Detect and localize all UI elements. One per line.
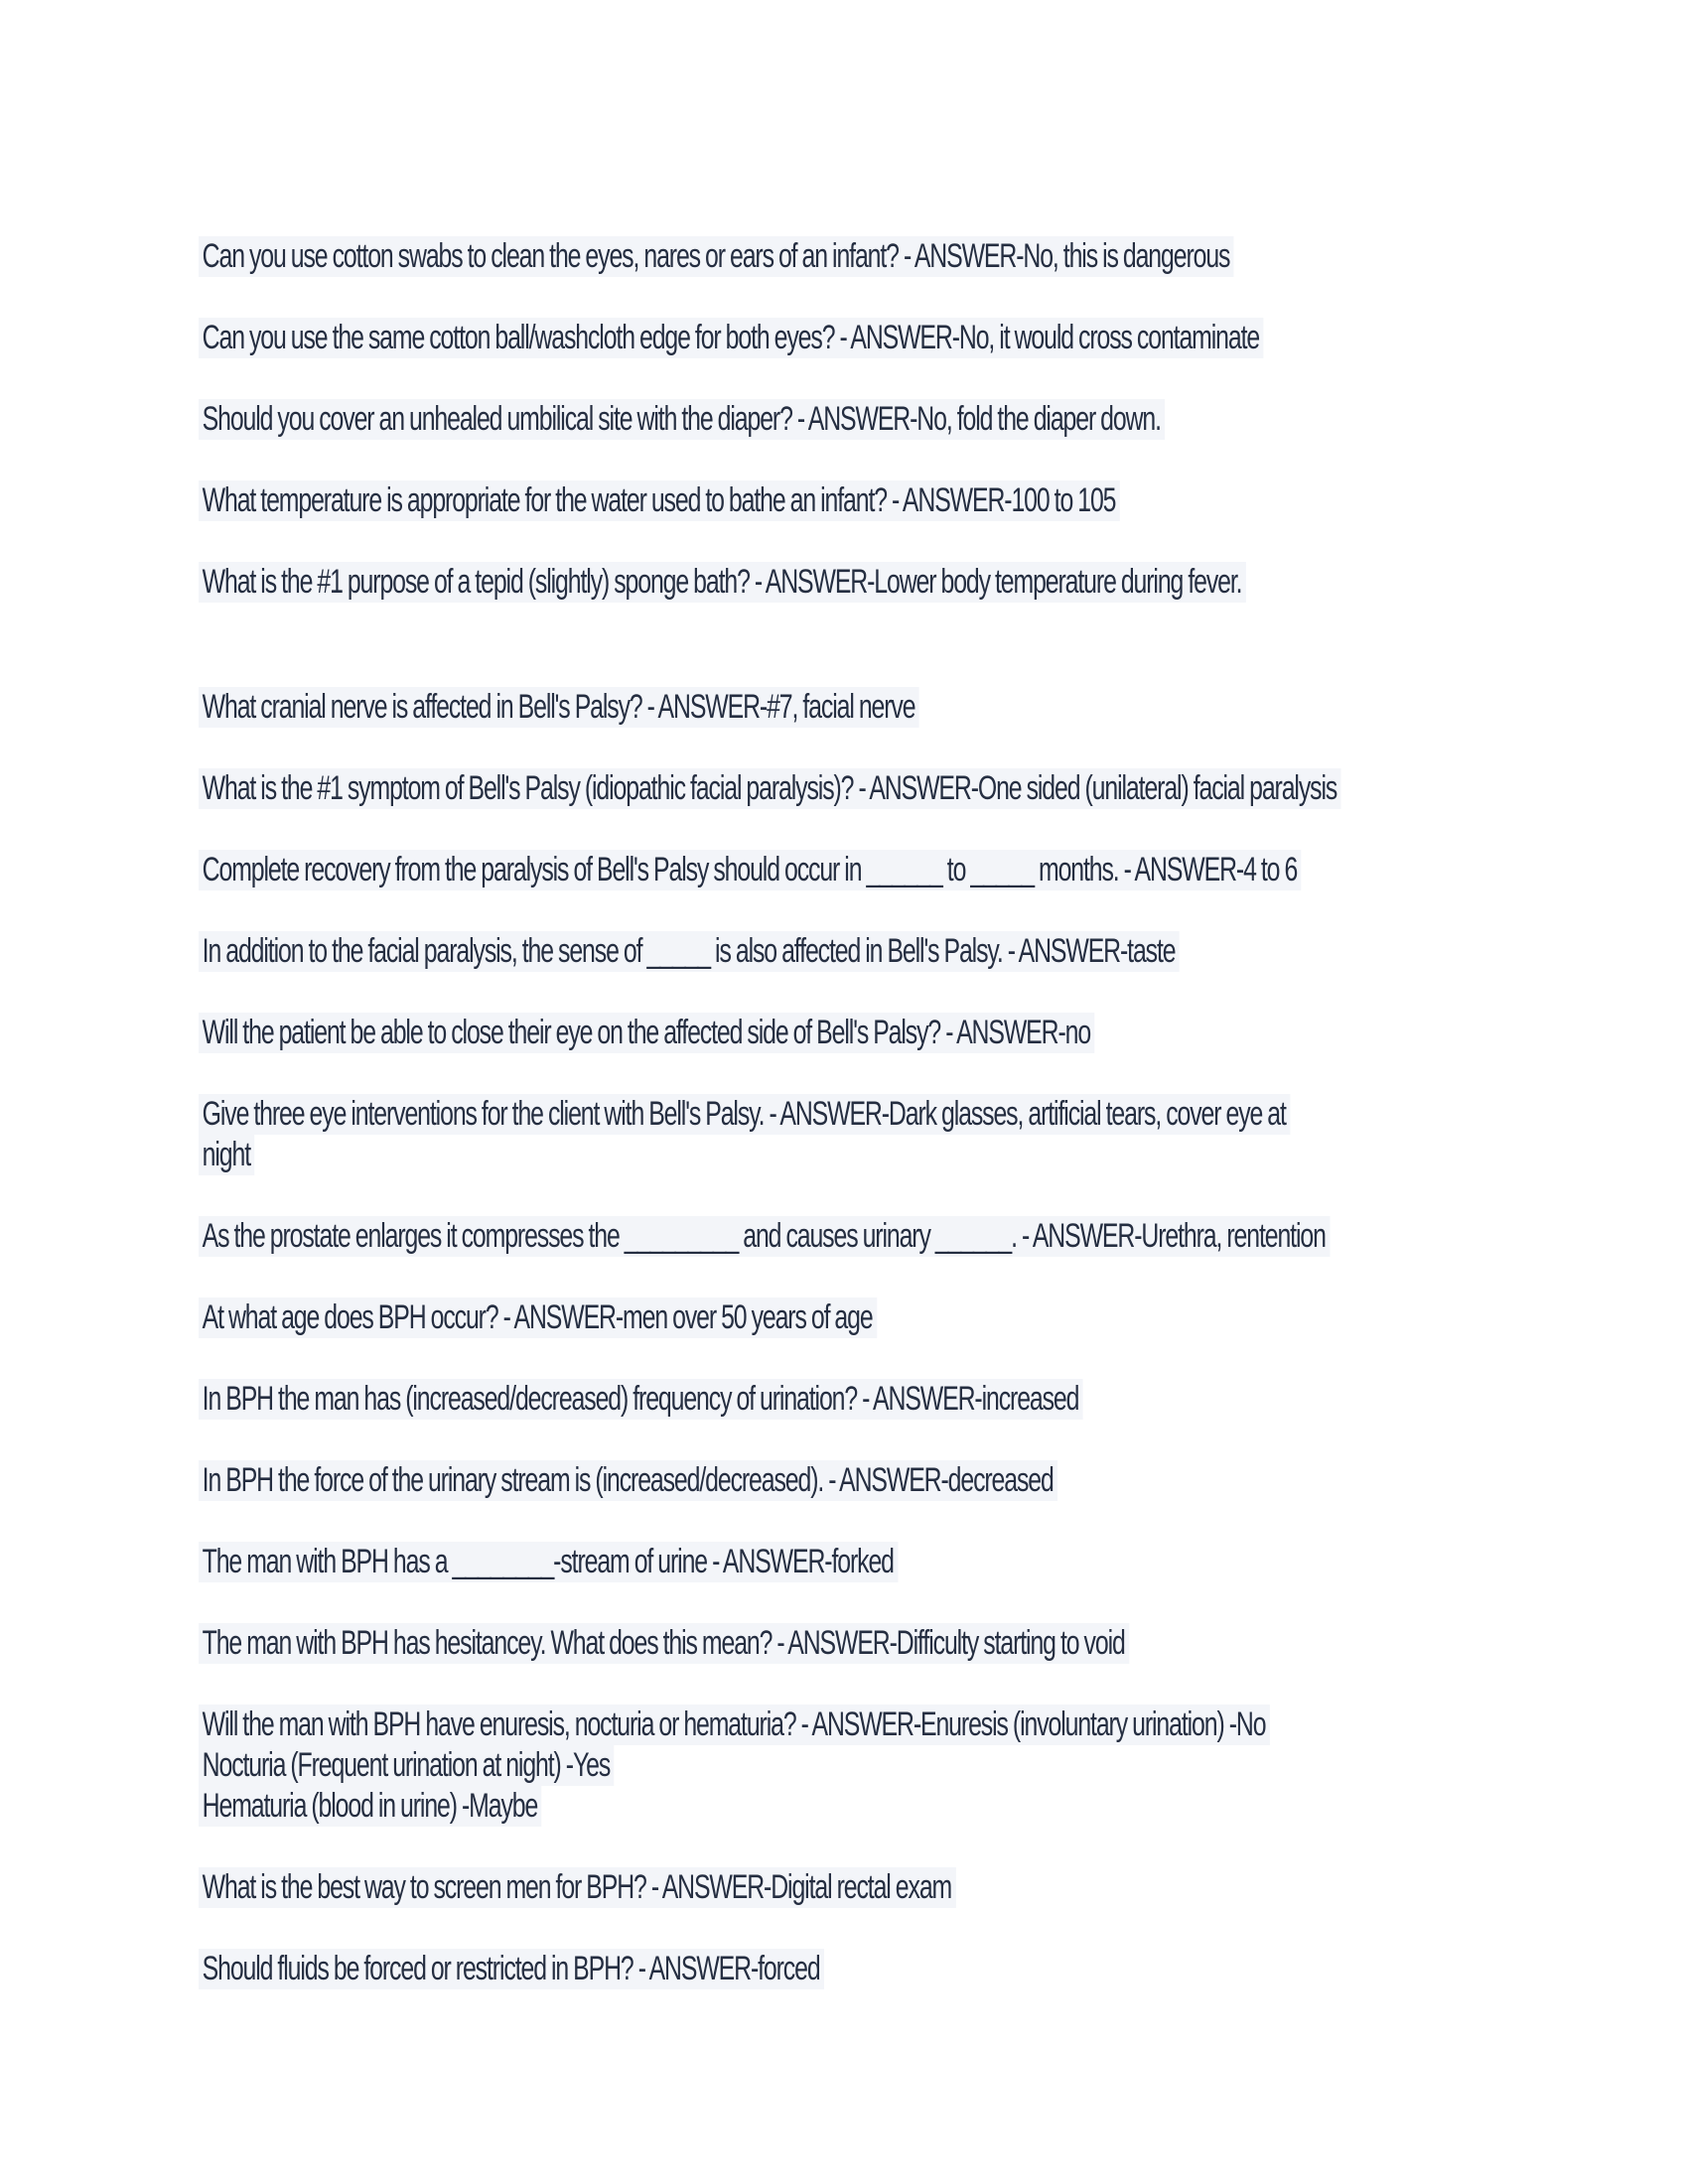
qa-paragraph xyxy=(199,480,1685,521)
qa-line: Give three eye interventions for the client with Bell's Palsy. - ANSWER-Dark glasses, artificial tears, cover eye at xyxy=(199,1094,1290,1135)
qa-paragraph xyxy=(199,1949,1685,1989)
qa-paragraph xyxy=(199,399,1685,440)
qa-line: Will the patient be able to close their eye on the affected side of Bell's Palsy? - ANSWER-no xyxy=(199,1013,1094,1053)
qa-paragraph xyxy=(199,1867,1685,1908)
qa-paragraph xyxy=(199,1460,1685,1501)
qa-line: The man with BPH has a ________-stream of urine - ANSWER-forked xyxy=(199,1542,898,1582)
qa-paragraph xyxy=(199,318,1685,358)
qa-paragraph xyxy=(199,562,1685,603)
qa-paragraph xyxy=(199,850,1685,890)
qa-paragraph xyxy=(199,1013,1685,1053)
qa-line: Should you cover an unhealed umbilical site with the diaper? - ANSWER-No, fold the diaper down. xyxy=(199,399,1165,440)
qa-paragraph xyxy=(199,236,1685,277)
qa-line: night xyxy=(199,1135,254,1175)
qa-paragraph xyxy=(199,1379,1685,1420)
qa-paragraph xyxy=(199,1542,1685,1582)
qa-line: Should fluids be forced or restricted in BPH? - ANSWER-forced xyxy=(199,1949,824,1989)
qa-line: As the prostate enlarges it compresses the _________ and causes urinary ______. - ANSWER-Urethra, rentention xyxy=(199,1216,1330,1257)
qa-paragraph xyxy=(199,1297,1685,1338)
qa-line: Complete recovery from the paralysis of Bell's Palsy should occur in ______ to _____ months. - ANSWER-4 to 6 xyxy=(199,850,1302,890)
qa-line: The man with BPH has hesitancey. What does this mean? - ANSWER-Difficulty starting to void xyxy=(199,1623,1129,1664)
qa-line: In BPH the man has (increased/decreased) frequency of urination? - ANSWER-increased xyxy=(199,1379,1083,1420)
qa-line: In addition to the facial paralysis, the sense of _____ is also affected in Bell's Palsy. - ANSWER-taste xyxy=(199,931,1180,972)
qa-line: What is the #1 symptom of Bell's Palsy (idiopathic facial paralysis)? - ANSWER-One sided (unilateral) facial paralysis xyxy=(199,768,1341,809)
qa-paragraph xyxy=(199,1705,1685,1827)
qa-paragraph xyxy=(199,1094,1685,1175)
qa-line: Can you use the same cotton ball/washcloth edge for both eyes? - ANSWER-No, it would cross contaminate xyxy=(199,318,1263,358)
qa-line: At what age does BPH occur? - ANSWER-men over 50 years of age xyxy=(199,1297,877,1338)
qa-line: Can you use cotton swabs to clean the eyes, nares or ears of an infant? - ANSWER-No, this is dangerous xyxy=(199,236,1234,277)
qa-line: Hematuria (blood in urine) -Maybe xyxy=(199,1786,542,1827)
qa-paragraph xyxy=(199,687,1685,728)
qa-paragraph xyxy=(199,931,1685,972)
qa-paragraph xyxy=(199,1623,1685,1664)
qa-line: What temperature is appropriate for the water used to bathe an infant? - ANSWER-100 to 105 xyxy=(199,480,1120,521)
qa-line: What is the #1 purpose of a tepid (slightly) sponge bath? - ANSWER-Lower body temperature during fever. xyxy=(199,562,1246,603)
qa-line: In BPH the force of the urinary stream is (increased/decreased). - ANSWER-decreased xyxy=(199,1460,1057,1501)
qa-paragraph xyxy=(199,1216,1685,1257)
document-content xyxy=(199,236,1685,1989)
qa-line: Nocturia (Frequent urination at night) -Yes xyxy=(199,1745,615,1786)
qa-line: Will the man with BPH have enuresis, nocturia or hematuria? - ANSWER-Enuresis (involuntary urination) -No xyxy=(199,1705,1270,1745)
qa-line: What cranial nerve is affected in Bell's Palsy? - ANSWER-#7, facial nerve xyxy=(199,687,919,728)
qa-line: What is the best way to screen men for BPH? - ANSWER-Digital rectal exam xyxy=(199,1867,955,1908)
qa-paragraph xyxy=(199,768,1685,809)
